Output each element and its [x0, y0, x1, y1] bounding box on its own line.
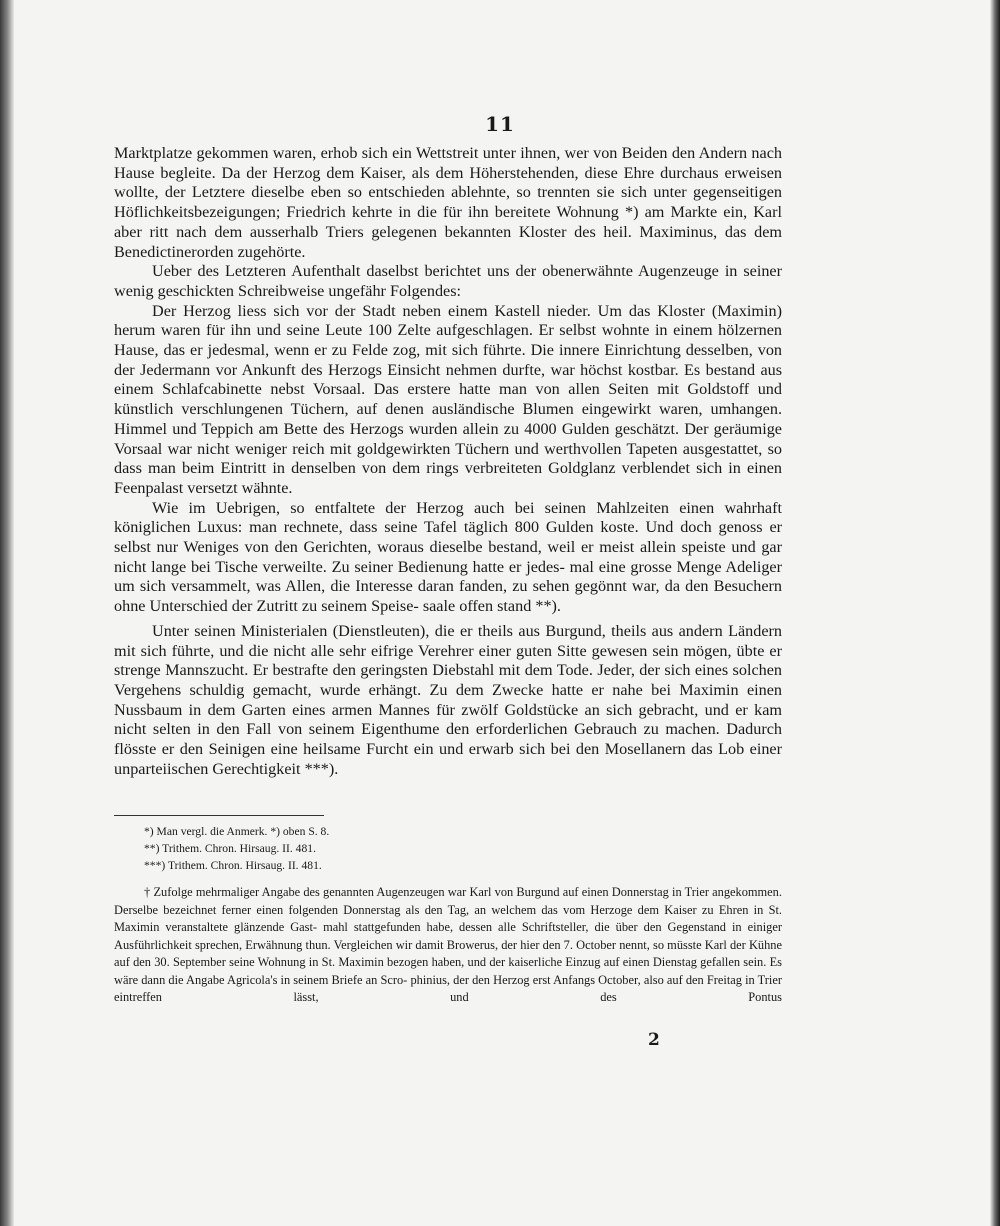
text-line: Jeder, der sich eines solchen Vergehens schuldig gemacht, wurde erhängt. Zu dem Zwecke [114, 661, 782, 699]
text-line: saale offen stand **). [422, 597, 561, 616]
text-line: in seiner wenig geschickten Schreibweise ungefähr Folgendes: [114, 262, 783, 300]
footnote-divider [114, 815, 324, 816]
text-line: des Herzogs wurden allein zu 4000 Gulden geschätzt. Der geräumige Vorsaal war nicht [114, 419, 782, 458]
text-line: weniger reich mit goldgewirkten Tüchern und werthvollen Tapeten ausgestattet, so dass [114, 439, 783, 478]
text-line: innere Einrichtung desselben, von der Jedermann vor Ankunft des Herzogs Einsicht nehmen [114, 341, 783, 379]
text-line: in einem hölzernen Hause, das er jedesmal, wenn er zu Felde zog, mit sich führte. Die [114, 321, 782, 360]
paragraph [114, 302, 782, 499]
text-line: man beim Eintritt in denselben von dem rings verbreiteten Goldglanz verblendet sich in einen [148, 459, 783, 478]
page-number: 11 [485, 112, 515, 136]
footnotes [114, 823, 782, 874]
page-binding-edge-left [0, 0, 14, 1226]
text-line: Ländern mit sich führte, und die nicht alle sehr eifrige Verehrer einer guten Sitte gewesen sein [114, 621, 783, 660]
text-line: ihn bereitete Wohnung *) am Markte ein, Karl aber ritt nach dem ausserhalb Triers gelegenen [114, 203, 782, 241]
text-line: (Maximin) herum waren für ihn und seine Leute 100 Zelte aufgeschlagen. Er selbst wohnte [114, 301, 782, 340]
footnote: **) Trithem. Chron. Hirsaug. II. 481. [144, 842, 316, 855]
text-line: durfte, war höchst kostbar. Es bestand aus einem Schlafcabinette nebst Vorsaal. Das [114, 360, 783, 399]
text-line: Ueber des Letzteren Aufenthalt daselbst berichtet uns der obenerwähnte Augenzeuge [152, 262, 719, 281]
text-line: sprechen, Erwähnung thun. Vergleichen wir damit Browerus, der hier den 7. October nennt, so müsste [194, 937, 702, 952]
page-binding-edge-right [990, 0, 1000, 1226]
text-line: phinius, der den Herzog erst Anfangs October, also auf den Freitag in Trier eintreffen lässt, und des Pontus [114, 972, 782, 1004]
text-line: denen ausländische Blumen eingewirkt waren, umhangen. Himmel und Teppich am Bette [114, 400, 782, 438]
text-line: Ehre durchaus erweisen wollte, der Letztere dieselbe eben so entschieden ablehnte, so [114, 163, 782, 202]
paragraph [114, 622, 782, 780]
paragraph [114, 262, 782, 301]
text-line: Feenpalast versetzt wähnte. [114, 478, 293, 497]
text-line: allein speiste und gar nicht lange bei Tische verweilte. Zu seiner Bedienung hatte er jedes- [114, 538, 783, 576]
text-line: erforderlichen Gebrauch zu machen. Dadurch flösste er den Seinigen eine heilsame Furcht [114, 720, 782, 759]
text-line: trennten sie sich unter gegenseitigen Höflichkeitsbezeigungen; Friedrich kehrte in die für [114, 183, 783, 222]
note-paragraph [114, 884, 782, 1007]
text-line: Einzug auf einen Dienstag gefallen sein. Es wäre dann die Angabe Agricola's in seinem Briefe an Scro- [114, 955, 782, 987]
text-line: Andern nach Hause begleite. Da der Herzog dem Kaiser, als dem Höherstehenden, diese [114, 144, 782, 182]
text-line: Der Herzog liess sich vor der Stadt neben einem Kastell nieder. Um das Kloster [152, 301, 705, 320]
dagger-note [114, 884, 782, 1007]
text-line: Marktplatze gekommen waren, erhob sich ein Wettstreit unter ihnen, wer von Beiden den [114, 144, 696, 162]
text-line: königlichen Luxus: man rechnete, dass seine Tafel täglich 800 Gulden koste. Und doch [114, 518, 712, 537]
text-line: bekannten Kloster des heil. Maximinus, das dem Benedictinerorden zugehörte. [114, 222, 783, 261]
signature-mark: 2 [648, 1030, 660, 1050]
text-line: zu sehen gegönnt war, da den Besuchern ohne Unterschied der Zutritt zu seinem Speise- [114, 577, 782, 616]
main-text [114, 144, 782, 780]
text-line: erstere hatte man von allen Seiten mit Goldstoff und künstlich verschlungenen Tüchern, auf [114, 380, 782, 419]
footnote: *) Man vergl. die Anmerk. *) oben S. 8. [144, 825, 330, 838]
text-line: mal eine grosse Menge Adeliger um sich versammelt, was Allen, die Interesse daran fanden, [114, 557, 783, 596]
text-line: hatte er nahe bei Maximin einen Nussbaum in dem Garten eines armen Mannes für zwölf [114, 680, 782, 719]
text-line: mögen, übte er strenge Mannszucht. Er bestrafte den geringsten Diebstahl mit dem Tode. [114, 641, 782, 680]
text-line: Karl der Kühne auf den 30. September seine Wohnung in St. Maximin bezogen haben, und der kaiserliche [114, 937, 782, 969]
text-line: genoss er selbst nur Weniges von den Gerichten, woraus dieselbe bestand, weil er meist [114, 518, 783, 557]
text-line: Donnerstag in Trier angekommen. Derselbe bezeichnet ferner einen folgenden Donnerstag als den [114, 885, 782, 917]
text-line: † Zufolge mehrmaliger Angabe des genannten Augenzeugen war Karl von Burgund auf einen [144, 885, 609, 899]
text-line: mahl stattgefunden habe, dessen alle Schriftsteller, die über den Gegenstand in einiger Ausführlichkeit [114, 920, 783, 952]
footnote: ***) Trithem. Chron. Hirsaug. II. 481. [144, 859, 322, 872]
text-line: Tag, an welchem das vom Herzoge dem Kaiser zu Ehren in St. Maximin veranstaltete glänzende Gast- [114, 902, 783, 934]
text-line: Wie im Uebrigen, so entfaltete der Herzog auch bei seinen Mahlzeiten einen wahrhaft [152, 498, 782, 517]
text-line: ein und erwarb sich bei den Mosellanern das Lob einer unparteiischen Gerechtigkeit ***). [114, 740, 783, 778]
text-line: Goldstücke an sich gebracht, und er kam nicht selten in den Fall von seinem Eigenthume den [114, 700, 782, 739]
text-line: Unter seinen Ministerialen (Dienstleuten), die er theils aus Burgund, theils aus andern [152, 621, 723, 640]
paragraph [114, 144, 782, 262]
paragraph [114, 499, 782, 617]
